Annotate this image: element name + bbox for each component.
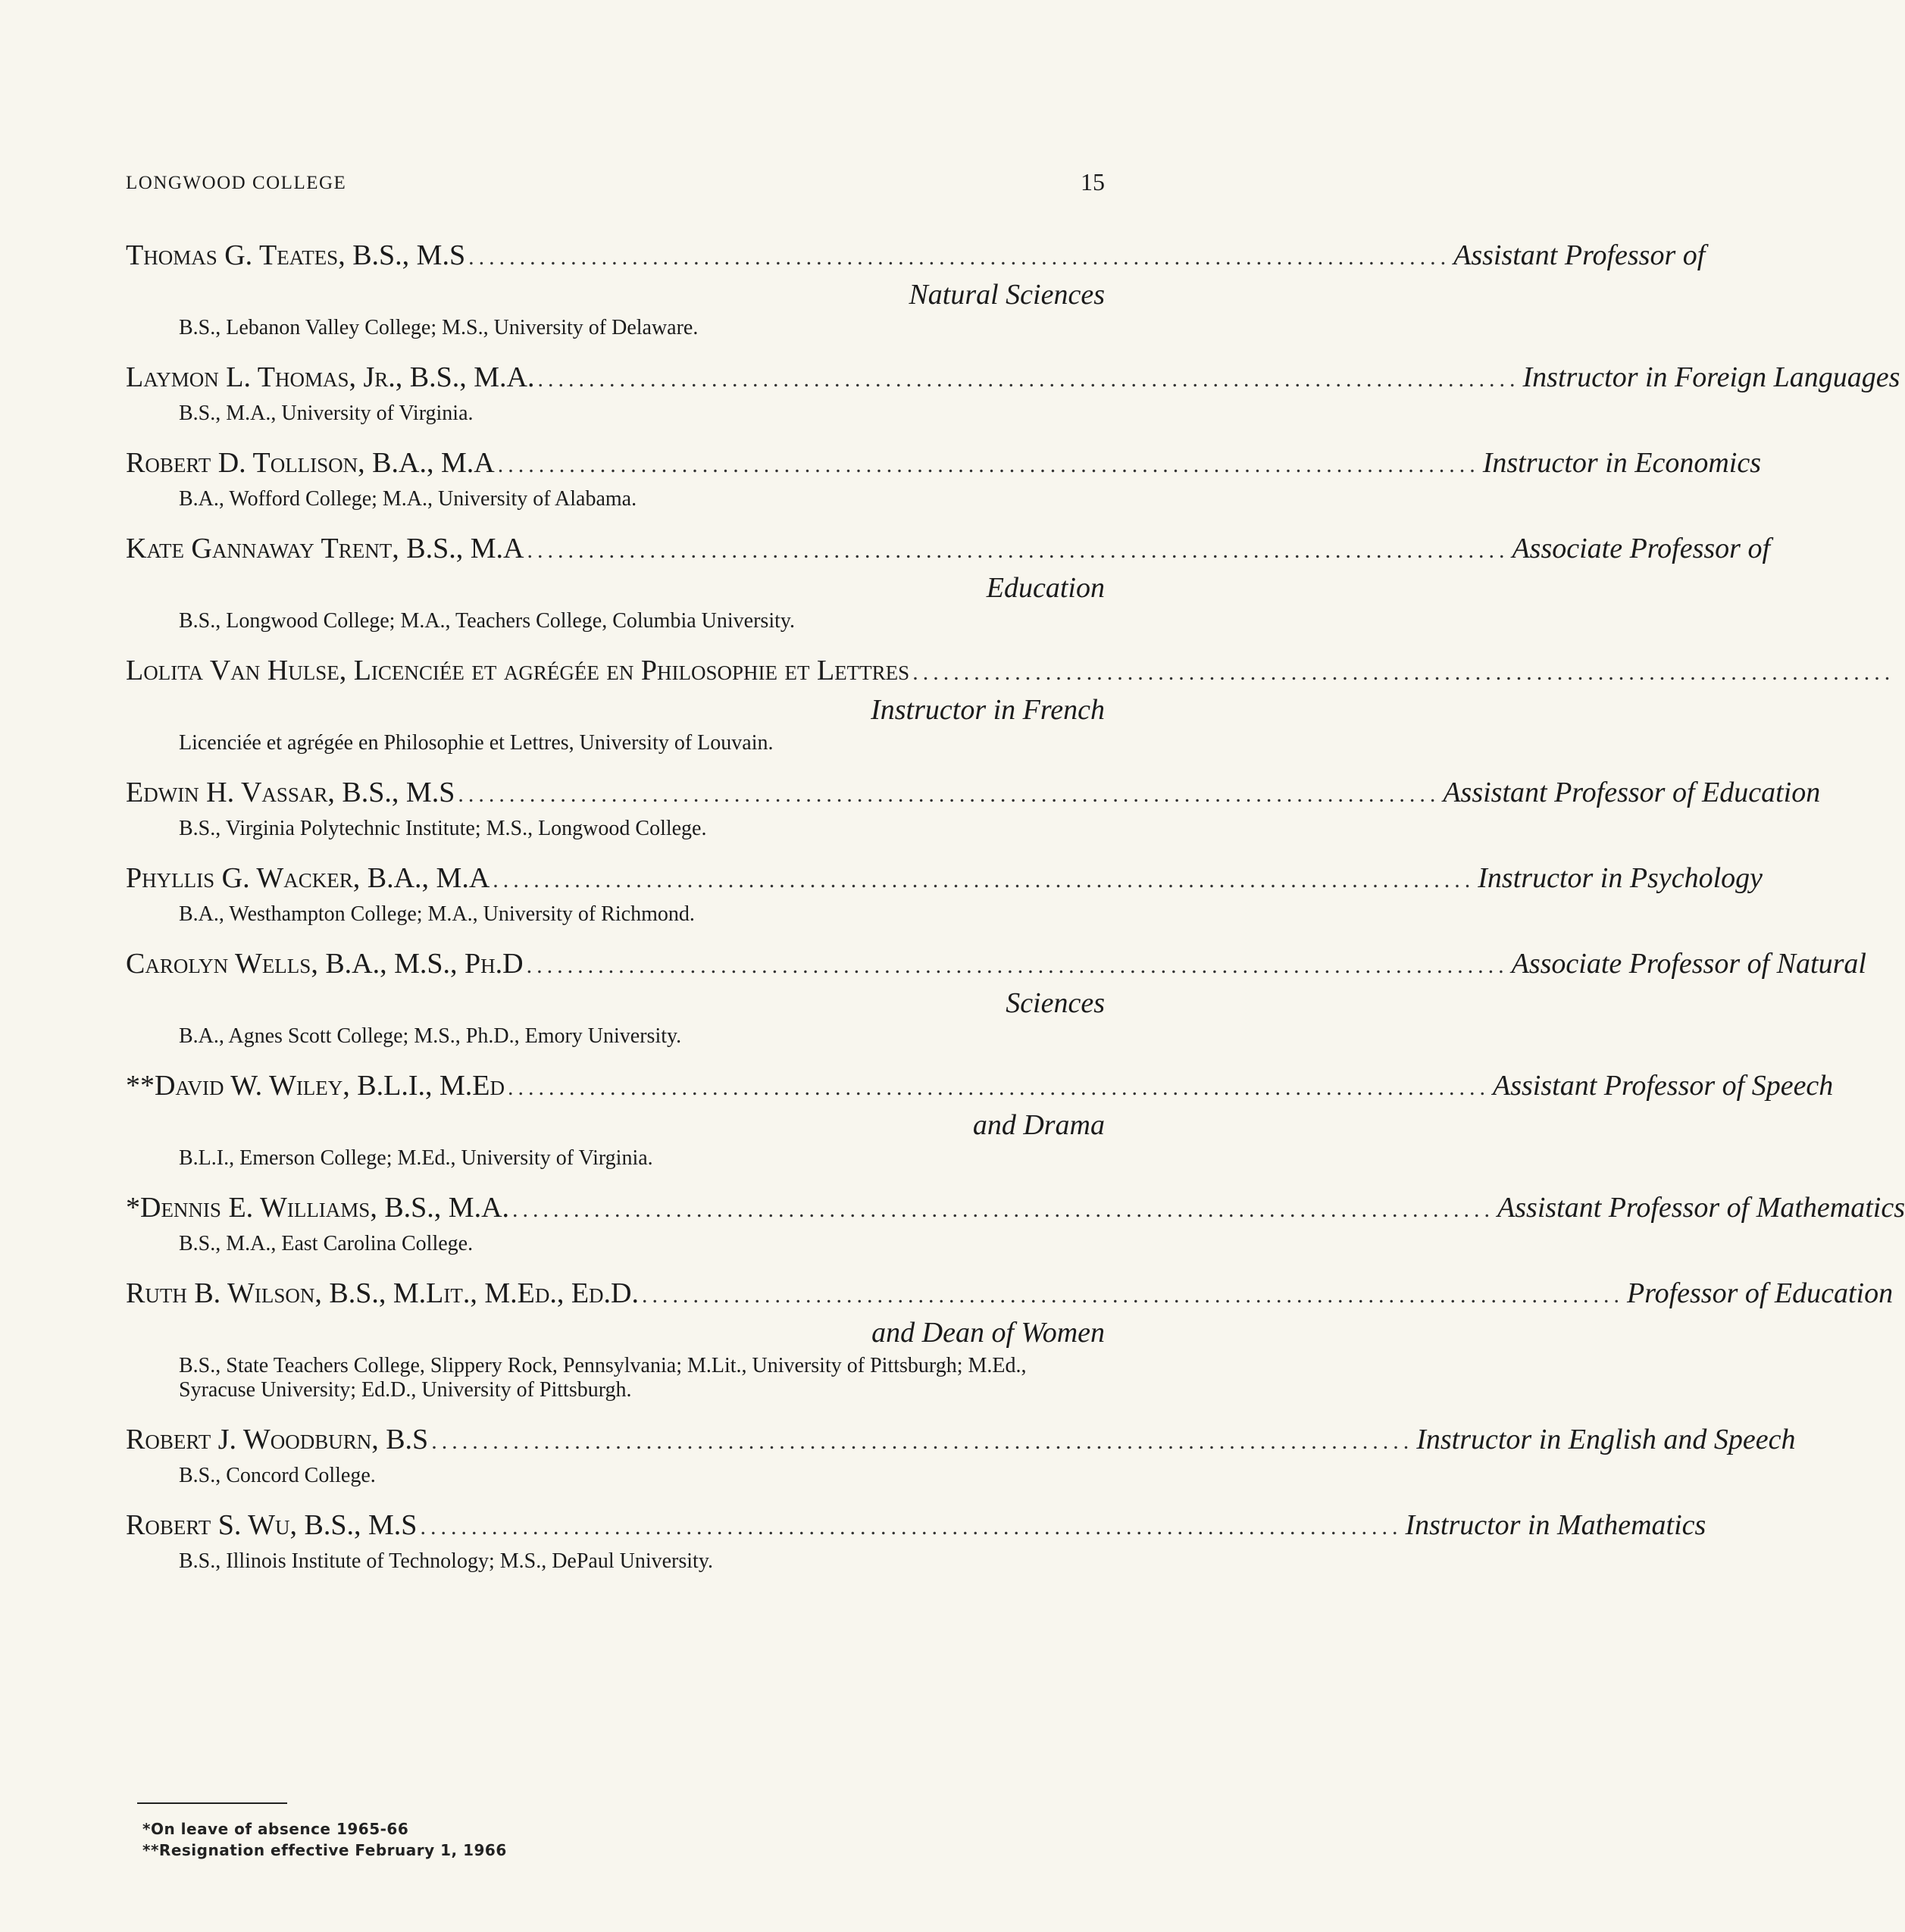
- faculty-education: B.S., Virginia Polytechnic Institute; M.S., Longwood College.: [179, 817, 707, 840]
- footnote-resignation: **Resignation effective February 1, 1966: [142, 1841, 507, 1859]
- faculty-title: Instructor in French: [871, 694, 1105, 726]
- faculty-entry: [126, 1506, 1706, 1574]
- faculty-name: Thomas G. Teates, B.S., M.S: [126, 239, 466, 271]
- faculty-entry: [126, 859, 1763, 927]
- faculty-entry: [126, 444, 1761, 511]
- faculty-title-continued: Natural Sciences: [909, 279, 1105, 311]
- faculty-name: Carolyn Wells, B.A., M.S., Ph.D: [126, 948, 524, 980]
- faculty-title: Instructor in English and Speech: [1416, 1424, 1796, 1455]
- faculty-entry: [126, 1067, 1834, 1171]
- faculty-entry: [126, 945, 1866, 1049]
- faculty-education: B.A., Agnes Scott College; M.S., Ph.D., Emory University.: [179, 1024, 682, 1048]
- faculty-title: Instructor in Foreign Languages: [1522, 361, 1900, 393]
- page-number: 15: [1081, 168, 1105, 195]
- running-header: [126, 170, 1105, 200]
- faculty-education: B.S., Illinois Institute of Technology; M.S., DePaul University.: [179, 1549, 714, 1573]
- faculty-entry: [126, 652, 1895, 755]
- footnote-rule: [137, 1802, 287, 1804]
- faculty-education: B.S., State Teachers College, Slippery Rock, Pennsylvania; M.Lit., University of Pittsburgh; M.Ed., Syracuse University; Ed.D., University of Pittsburgh.: [179, 1354, 1027, 1402]
- faculty-name: Ruth B. Wilson, B.S., M.Lit., M.Ed., Ed.D.: [126, 1277, 639, 1309]
- faculty-name: Laymon L. Thomas, Jr., B.S., M.A.: [126, 361, 535, 393]
- faculty-entry: [126, 358, 1900, 426]
- faculty-list: [126, 236, 1905, 1574]
- faculty-title: Instructor in Psychology: [1478, 862, 1763, 894]
- faculty-name: Phyllis G. Wacker, B.A., M.A: [126, 862, 490, 894]
- faculty-education: B.S., M.A., University of Virginia.: [179, 402, 474, 425]
- faculty-entry: [126, 530, 1771, 633]
- leader-dots: ................................................................................................: [512, 1197, 1495, 1222]
- leader-dots: ................................................................................................: [493, 868, 1475, 893]
- faculty-title: Instructor in Economics: [1482, 447, 1761, 479]
- faculty-title: Professor of Education: [1626, 1277, 1894, 1309]
- faculty-education: B.L.I., Emerson College; M.Ed., University of Virginia.: [179, 1146, 653, 1170]
- faculty-education: B.S., M.A., East Carolina College.: [179, 1232, 474, 1255]
- faculty-entry: [126, 1189, 1905, 1256]
- faculty-name: Edwin H. Vassar, B.S., M.S: [126, 777, 455, 808]
- faculty-name: Robert D. Tollison, B.A., M.A: [126, 447, 495, 479]
- faculty-name: Lolita Van Hulse, Licenciée et agrégée en Philosophie et Lettres: [126, 655, 910, 686]
- leader-dots: ................................................................................................: [527, 538, 1509, 563]
- faculty-entry: [126, 774, 1821, 841]
- faculty-name: **David W. Wiley, B.L.I., M.Ed: [126, 1070, 505, 1102]
- faculty-title-continued: Education: [986, 572, 1105, 604]
- leader-dots: ................................................................................................: [497, 452, 1480, 477]
- faculty-education: B.A., Westhampton College; M.A., University of Richmond.: [179, 902, 695, 926]
- faculty-education: B.A., Wofford College; M.A., University of Alabama.: [179, 487, 637, 511]
- faculty-education: B.S., Concord College.: [179, 1464, 376, 1487]
- faculty-education: B.S., Lebanon Valley College; M.S., University of Delaware.: [179, 316, 699, 339]
- faculty-title: Instructor in Mathematics: [1405, 1509, 1706, 1541]
- faculty-entry: [126, 1421, 1796, 1488]
- footnote-leave: *On leave of absence 1965-66: [142, 1820, 409, 1838]
- leader-dots: ................................................................................................: [420, 1515, 1403, 1540]
- faculty-entry: [126, 1274, 1894, 1402]
- leader-dots: ................................................................................................: [912, 660, 1895, 685]
- faculty-title-continued: and Dean of Women: [871, 1317, 1105, 1349]
- faculty-title: Associate Professor of Natural: [1511, 948, 1866, 980]
- leader-dots: ................................................................................................: [458, 782, 1440, 807]
- faculty-title: Assistant Professor of: [1453, 239, 1706, 271]
- faculty-education: B.S., Longwood College; M.A., Teachers College, Columbia University.: [179, 609, 796, 633]
- faculty-education: Licenciée et agrégée en Philosophie et Lettres, University of Louvain.: [179, 731, 774, 755]
- faculty-title-continued: Sciences: [1006, 987, 1105, 1019]
- leader-dots: ................................................................................................: [537, 367, 1520, 392]
- faculty-title: Associate Professor of: [1512, 533, 1771, 564]
- faculty-name: Robert S. Wu, B.S., M.S: [126, 1509, 418, 1541]
- faculty-name: Kate Gannaway Trent, B.S., M.A: [126, 533, 524, 564]
- faculty-entry: [126, 236, 1706, 340]
- leader-dots: ................................................................................................: [526, 953, 1509, 978]
- faculty-name: *Dennis E. Williams, B.S., M.A.: [126, 1192, 510, 1224]
- faculty-title: Assistant Professor of Mathematics: [1497, 1192, 1905, 1224]
- faculty-name: Robert J. Woodburn, B.S: [126, 1424, 429, 1455]
- leader-dots: ................................................................................................: [641, 1283, 1624, 1308]
- leader-dots: ................................................................................................: [468, 245, 1451, 270]
- college-name: LONGWOOD COLLEGE: [126, 173, 347, 193]
- faculty-title-continued: and Drama: [972, 1109, 1105, 1141]
- leader-dots: ................................................................................................: [431, 1429, 1414, 1454]
- faculty-title: Assistant Professor of Speech: [1493, 1070, 1834, 1102]
- faculty-title: Assistant Professor of Education: [1443, 777, 1821, 808]
- leader-dots: ................................................................................................: [508, 1075, 1491, 1100]
